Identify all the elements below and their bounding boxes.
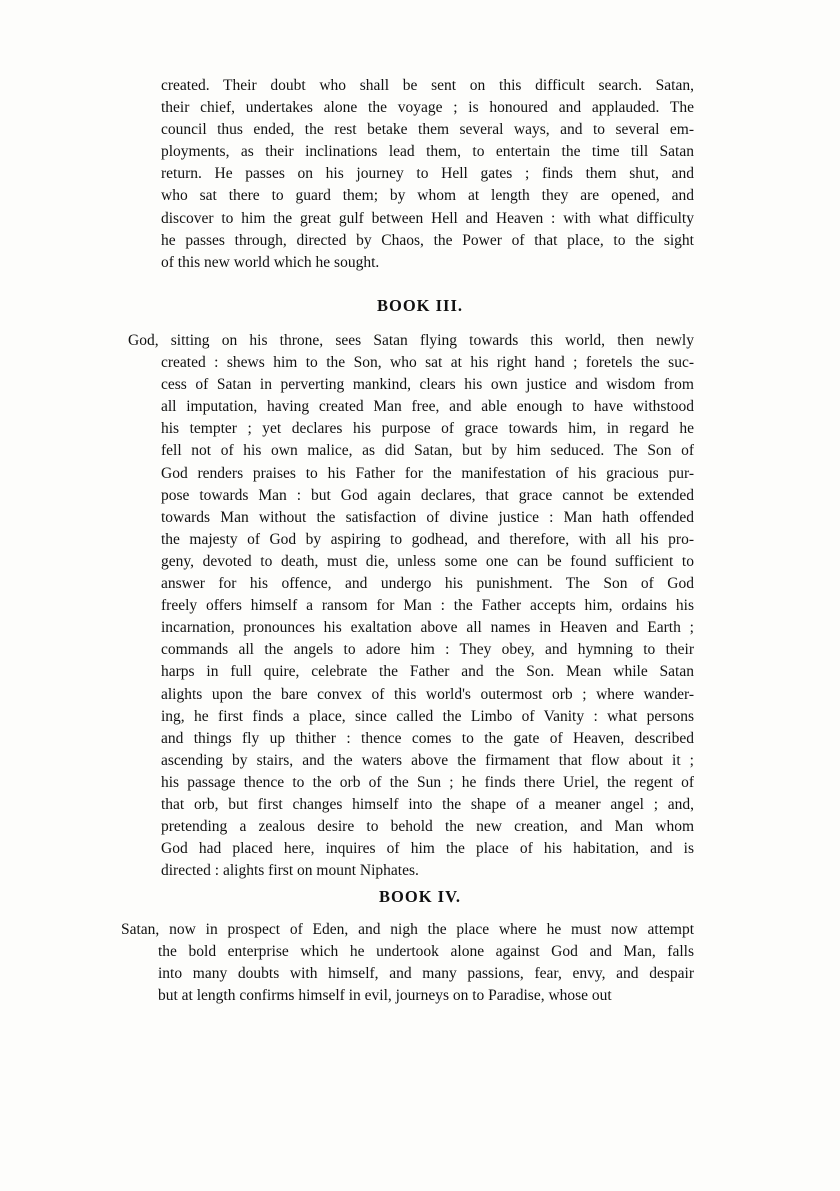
book2-argument-continuation bbox=[120, 75, 694, 274]
text-line: of this new world which he sought. bbox=[161, 253, 380, 271]
text-line: ing, he first finds a place, since called the Limbo of Vanity : what persons bbox=[161, 707, 694, 725]
text-line: all imputation, having created Man free, and able enough to have withstood bbox=[161, 398, 694, 416]
text-line: their chief, undertakes alone the voyage ; is honoured and applauded. The bbox=[161, 99, 694, 117]
book3-argument bbox=[128, 330, 694, 882]
book4-argument bbox=[121, 919, 694, 1007]
text-line: Satan, now in prospect of Eden, and nigh the place where he must now attempt bbox=[121, 921, 694, 938]
full-text-store bbox=[0, 0, 1, 1]
text-line: fell not of his own malice, as did Satan, but by him seduced. The Son of bbox=[161, 442, 694, 460]
text-line: who sat there to guard them; by whom at length they are opened, and bbox=[161, 187, 694, 205]
text-line: discover to him the great gulf between Hell and Heaven : with what difficulty bbox=[161, 209, 694, 227]
text-line: harps in full quire, celebrate the Father and the Son. Mean while Satan bbox=[161, 663, 694, 681]
book-heading: BOOK III. bbox=[376, 296, 464, 315]
text-line: commands all the angels to adore him : They obey, and hymning to their bbox=[161, 641, 694, 659]
text-line: his passage thence to the orb of the Sun ; he finds there Uriel, the regent of bbox=[161, 773, 694, 791]
text-line: but at length confirms himself in evil, journeys on to Paradise, whose out bbox=[158, 987, 612, 1005]
text-line: that orb, but first changes himself into the shape of a meaner angel ; and, bbox=[161, 795, 694, 813]
text-line: incarnation, pronounces his exaltation above all names in Heaven and Earth ; bbox=[161, 619, 694, 637]
text-line: ployments, as their inclinations lead them, to entertain the time till Satan bbox=[161, 143, 694, 161]
text-line: and things fly up thither : thence comes to the gate of Heaven, described bbox=[161, 729, 694, 747]
text-line: council thus ended, the rest betake them several ways, and to several em- bbox=[161, 121, 694, 139]
text-line: return. He passes on his journey to Hell gates ; finds them shut, and bbox=[161, 165, 694, 183]
text-line: directed : alights first on mount Niphates. bbox=[161, 862, 419, 880]
book2-argument-text bbox=[0, 0, 1, 1]
text-line: pretending a zealous desire to behold the new creation, and Man whom bbox=[161, 818, 694, 836]
paragraph-lines bbox=[121, 919, 694, 1007]
paragraph-lines bbox=[120, 75, 694, 274]
text-line: he passes through, directed by Chaos, the Power of that place, to the sight bbox=[161, 231, 694, 249]
text-line: created : shews him to the Son, who sat at his right hand ; foretels the suc- bbox=[161, 354, 694, 372]
text-line: cess of Satan in perverting mankind, clears his own justice and wisdom from bbox=[161, 376, 694, 394]
text-line: towards Man without the satisfaction of divine justice : Man hath offended bbox=[161, 508, 694, 526]
text-line: created. Their doubt who shall be sent on this difficult search. Satan, bbox=[161, 77, 694, 94]
paragraph-lines bbox=[128, 330, 694, 882]
text-line: his tempter ; yet declares his purpose of grace towards him, in regard he bbox=[161, 420, 694, 438]
book-heading: BOOK IV. bbox=[379, 887, 461, 906]
text-line: God renders praises to his Father for the manifestation of his gracious pur- bbox=[161, 464, 694, 482]
text-line: the majesty of God by aspiring to godhead, and therefore, with all his pro- bbox=[161, 530, 694, 548]
text-line: God, sitting on his throne, sees Satan flying towards this world, then newly bbox=[128, 332, 694, 349]
text-line: the bold enterprise which he undertook alone against God and Man, falls bbox=[158, 943, 694, 961]
text-line: answer for his offence, and undergo his punishment. The Son of God bbox=[161, 575, 694, 593]
text-line: geny, devoted to death, must die, unless some one can be found sufficient to bbox=[161, 552, 694, 570]
text-line: freely offers himself a ransom for Man : the Father accepts him, ordains his bbox=[161, 597, 694, 615]
text-line: pose towards Man : but God again declares, that grace cannot be extended bbox=[161, 486, 694, 504]
text-line: alights upon the bare convex of this world's outermost orb ; where wander- bbox=[161, 685, 694, 703]
text-line: ascending by stairs, and the waters above the firmament that flow about it ; bbox=[161, 751, 694, 769]
text-line: God had placed here, inquires of him the place of his habitation, and is bbox=[161, 840, 694, 858]
text-line: into many doubts with himself, and many passions, fear, envy, and despair bbox=[158, 965, 694, 983]
